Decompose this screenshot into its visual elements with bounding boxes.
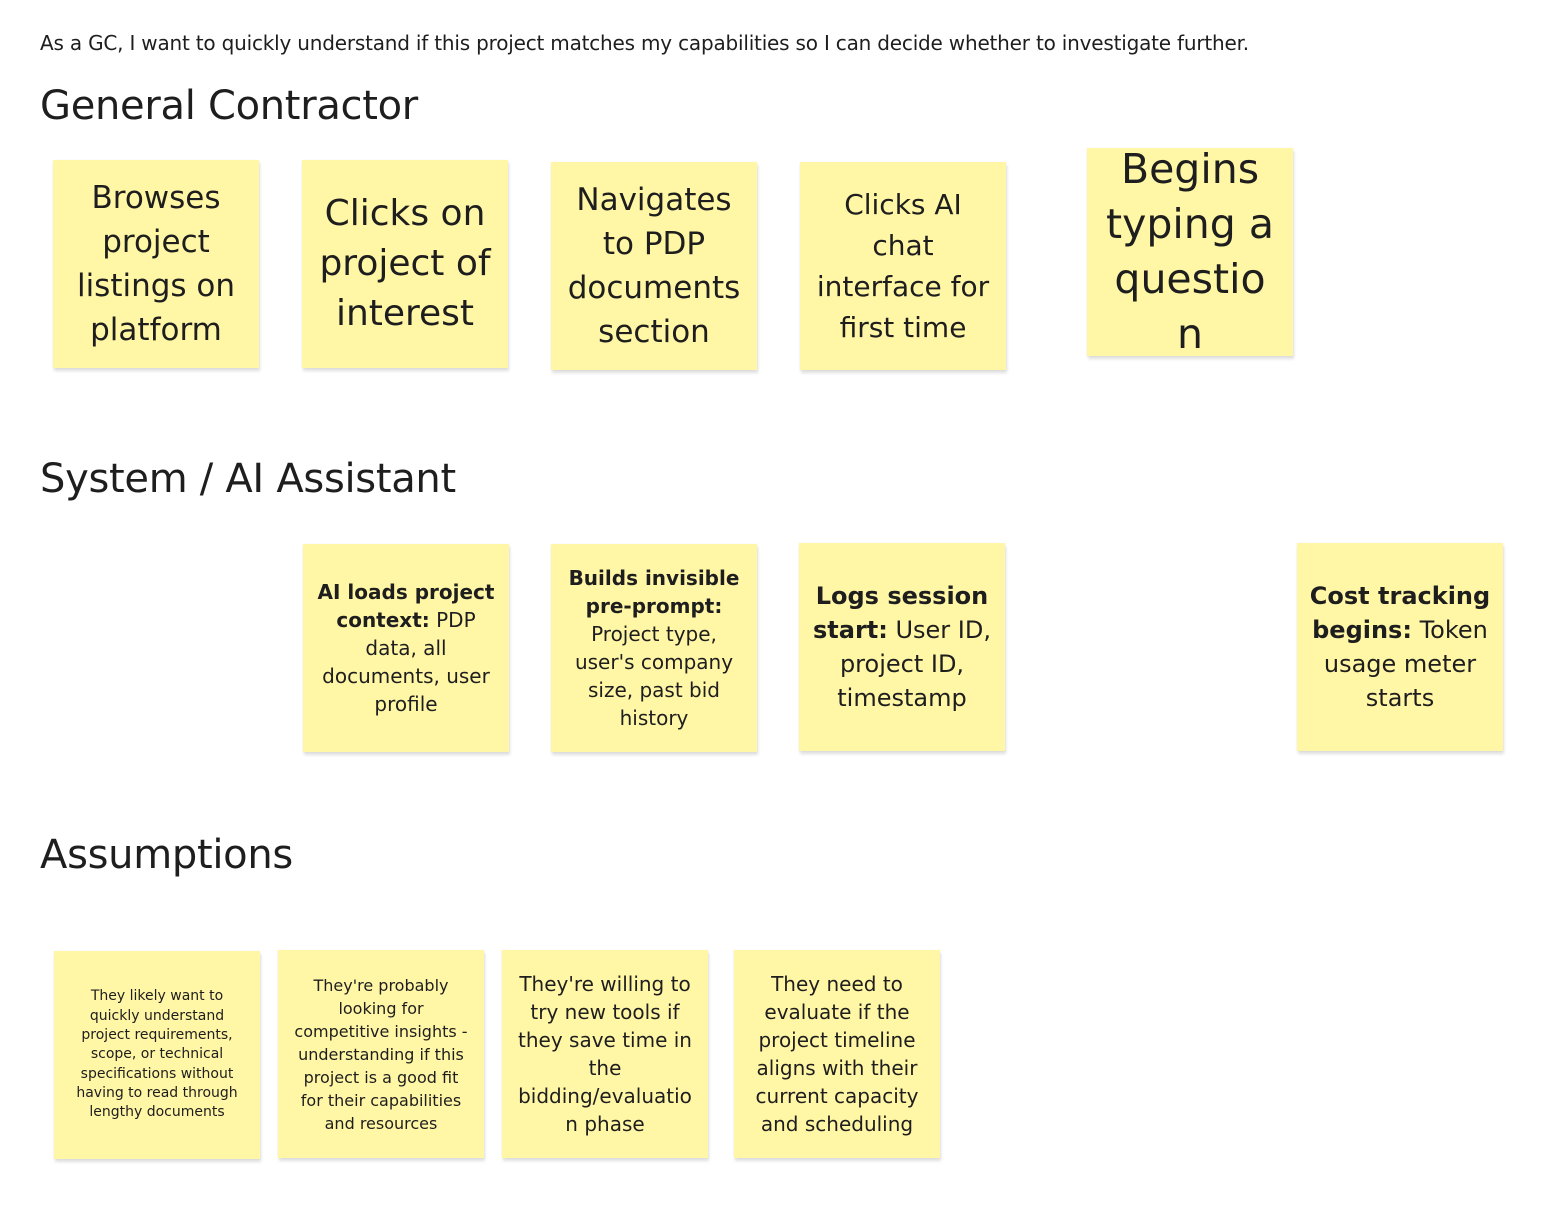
lane-title-general-contractor: General Contractor [40,83,418,129]
sticky-note[interactable] [551,544,757,752]
lane-title-system-ai-assistant: System / AI Assistant [40,456,456,502]
sticky-note[interactable] [278,950,484,1158]
sticky-note[interactable] [800,162,1006,370]
sticky-note-detail: PDP data, all documents, user profile [322,608,490,716]
sticky-note-text [563,564,745,732]
sticky-note[interactable] [1297,543,1503,751]
lane-title-assumptions: Assumptions [40,832,293,878]
sticky-note[interactable] [1087,145,1293,358]
sticky-note[interactable] [502,950,708,1158]
sticky-note-detail: Project type, user's company size, past bid history [574,622,734,730]
sticky-note-text [1309,579,1491,715]
sticky-note-text: They're probably looking for competitive insights - understanding if this project is a good fit for their capabilities and resources [294,975,468,1133]
sticky-note-text: They're willing to try new tools if they save time in the bidding/evaluation phase [518,972,692,1136]
sticky-note[interactable] [54,951,260,1159]
sticky-note-text: Browses project listings on platform [76,180,236,348]
sticky-note-detail: User ID, project ID, timestamp [837,616,991,712]
sticky-note-text [811,579,993,715]
sticky-note-text: They need to evaluate if the project timeline aligns with their current capacity and scheduling [755,972,919,1136]
sticky-note[interactable] [302,160,508,368]
sticky-note-emphasis: Cost tracking begins: [1309,582,1491,644]
sticky-note-detail: Token usage meter starts [1323,616,1488,712]
sticky-note-text [315,578,497,718]
sticky-note[interactable] [303,544,509,752]
sticky-note-text: Clicks on project of interest [319,193,491,334]
sticky-note[interactable] [551,162,757,370]
sticky-note-text: They likely want to quickly understand project requirements, scope, or technical specifications without having to read through lengthy documents [76,988,238,1121]
sticky-note-text: Clicks AI chat interface for first time [816,188,990,344]
sticky-note-text: Navigates to PDP documents section [567,182,741,350]
user-story: As a GC, I want to quickly understand if this project matches my capabilities so I can decide whether to investigate further. [40,31,1249,55]
sticky-note-text: Begins typing a question [1106,145,1274,358]
sticky-note-emphasis: Logs session start: [812,582,989,644]
sticky-note-emphasis: Builds invisible pre-prompt: [568,566,740,618]
sticky-note[interactable] [799,543,1005,751]
sticky-note[interactable] [53,160,259,368]
sticky-note[interactable] [734,950,940,1158]
sticky-note-emphasis: AI loads project context: [317,580,495,632]
